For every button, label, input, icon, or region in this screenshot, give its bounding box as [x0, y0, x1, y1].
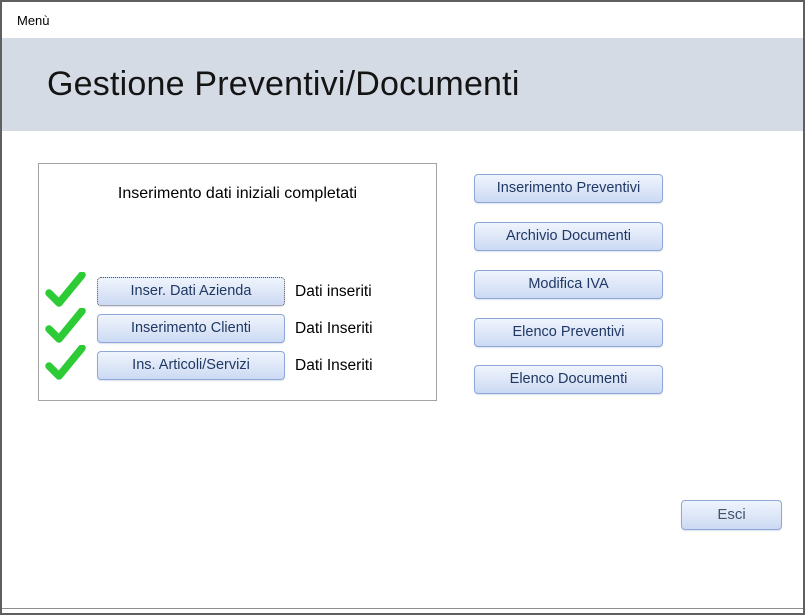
ins-articoli-servizi-button[interactable]: Ins. Articoli/Servizi: [97, 351, 285, 380]
status-text-articoli: Dati Inseriti: [295, 357, 373, 374]
elenco-documenti-button[interactable]: Elenco Documenti: [474, 365, 663, 394]
status-text-clienti: Dati Inseriti: [295, 320, 373, 337]
inserimento-preventivi-button[interactable]: Inserimento Preventivi: [474, 174, 663, 203]
check-icon: [45, 345, 86, 383]
inserimento-clienti-button[interactable]: Inserimento Clienti: [97, 314, 285, 343]
form-header: [2, 38, 803, 131]
initial-data-panel: [38, 163, 437, 401]
status-text-azienda: Dati inseriti: [295, 283, 372, 300]
archivio-documenti-button[interactable]: Archivio Documenti: [474, 222, 663, 251]
inser-dati-azienda-button[interactable]: Inser. Dati Azienda: [97, 277, 285, 306]
esci-button[interactable]: Esci: [681, 500, 782, 530]
initial-data-panel-title: Inserimento dati iniziali completati: [117, 185, 358, 202]
check-icon: [45, 308, 86, 346]
check-icon: [45, 272, 86, 310]
page-title: Gestione Preventivi/Documenti: [47, 65, 520, 103]
form-bottom-divider: [2, 608, 803, 609]
menu-item-menu[interactable]: Menù: [17, 13, 50, 28]
elenco-preventivi-button[interactable]: Elenco Preventivi: [474, 318, 663, 347]
modifica-iva-button[interactable]: Modifica IVA: [474, 270, 663, 299]
menu-bar: [2, 2, 803, 38]
